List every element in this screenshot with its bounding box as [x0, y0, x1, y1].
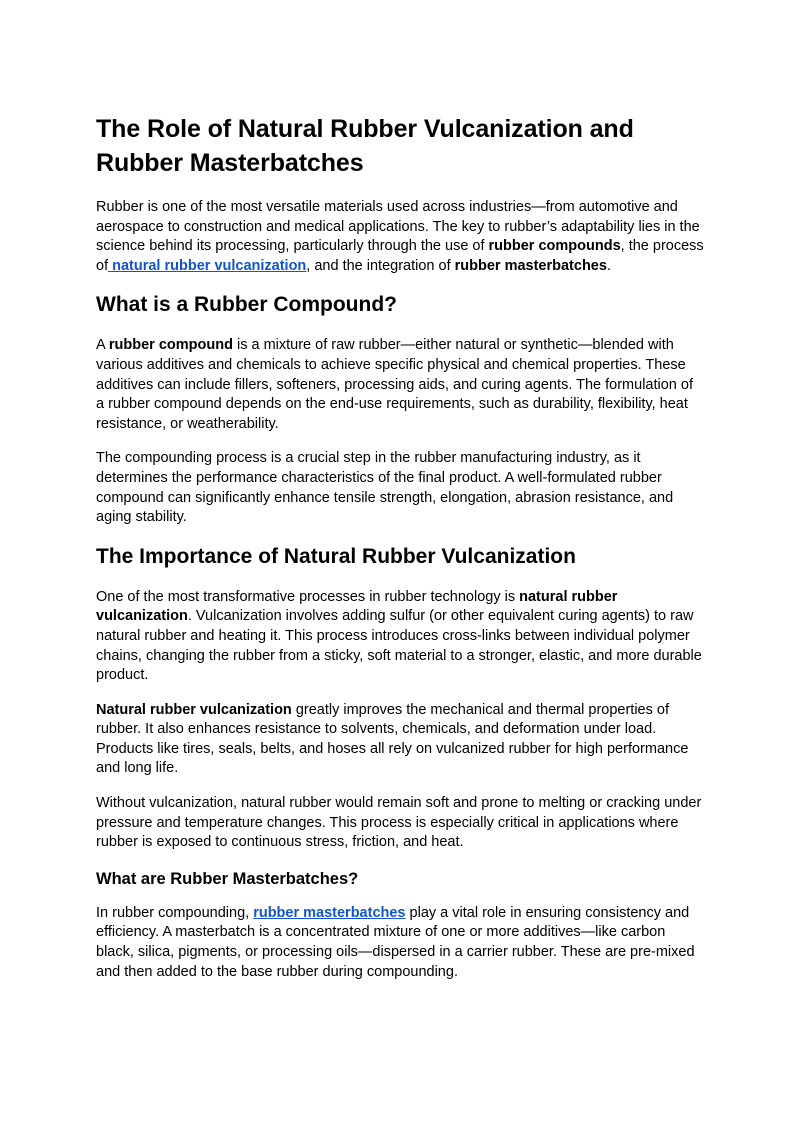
- s2p1-bold-natural-rubber-vulcanization: natural rubber vulcanization: [96, 588, 618, 625]
- intro-paragraph: [96, 198, 704, 276]
- intro-text-4: .: [606, 257, 611, 274]
- rubber-compound-paragraph-1: [96, 336, 704, 434]
- s1p1-text-2: is a mixture of raw rubber—either natural or synthetic—blended with various additives and chemicals to achieve specific physical and chemical properties. These additives can include fillers, softeners, processing aids, and curing agents. The formulation of a rubber compound depends on the end-use requirements, such as durability, flexibility, heat resistance, or weatherability.: [96, 337, 693, 432]
- s3p1-text-2: play a vital role in ensuring consistency and efficiency. A masterbatch is a concentrated mixture of one or more additives—like carbon black, silica, pigments, or processing oils—dispersed in a carrier rubber. These are pre-mixed and then added to the base rubber during compounding.: [96, 904, 695, 980]
- intro-text-2: , the process of: [96, 238, 704, 274]
- s2p2-bold-natural-rubber-vulcanization: Natural rubber vulcanization: [96, 701, 292, 718]
- vulcanization-paragraph-2: [96, 701, 704, 779]
- s2p1-text-2: . Vulcanization involves adding sulfur (or other equivalent curing agents) to raw natural rubber and heating it. This process introduces cross-links between individual polymer chains, changing the rubber from a sticky, soft material to a stronger, elastic, and more durable product.: [96, 608, 702, 684]
- masterbatches-paragraph-1: [96, 904, 704, 982]
- section-heading-rubber-compound: What is a Rubber Compound?: [96, 293, 397, 317]
- s1p1-bold-rubber-compound: rubber compound: [108, 337, 233, 354]
- intro-text-1: Rubber is one of the most versatile materials used across industries—from automotive and aerospace to construction and medical applications. The key to rubber’s adaptability lies in the science behind its processing, particularly through the use of: [96, 199, 700, 255]
- document-page: [96, 112, 704, 997]
- section-heading-vulcanization: The Importance of Natural Rubber Vulcanization: [96, 544, 576, 568]
- intro-bold-rubber-compounds: rubber compounds: [488, 238, 621, 255]
- section-heading-masterbatches: What are Rubber Masterbatches?: [96, 869, 359, 888]
- intro-text-3: , and the integration of: [306, 257, 455, 274]
- rubber-compound-paragraph-2: The compounding process is a crucial step in the rubber manufacturing industry, as it determines the performance characteristics of the final product. A well-formulated rubber compound can significantly enhance tensile strength, elongation, abrasion resistance, and aging stability.: [96, 450, 674, 526]
- rubber-masterbatches-link[interactable]: rubber masterbatches: [253, 904, 406, 921]
- vulcanization-paragraph-1: [96, 588, 704, 686]
- intro-bold-rubber-masterbatches: rubber masterbatches: [454, 257, 607, 274]
- vulcanization-paragraph-3: Without vulcanization, natural rubber would remain soft and prone to melting or cracking under pressure and temperature changes. This process is especially critical in applications where rubber is exposed to continuous stress, friction, and heat.: [96, 795, 702, 851]
- s2p2-text-1: greatly improves the mechanical and thermal properties of rubber. It also enhances resistance to solvents, chemicals, and deformation under load. Products like tires, seals, belts, and hoses all rely on vulcanized rubber for high performance and long life.: [96, 701, 689, 777]
- document-title: The Role of Natural Rubber Vulcanization and Rubber Masterbatches: [96, 115, 634, 177]
- s1p1-text-1: A: [96, 337, 109, 354]
- natural-rubber-vulcanization-link[interactable]: natural rubber vulcanization: [108, 257, 307, 274]
- s2p1-text-1: One of the most transformative processes in rubber technology is: [96, 588, 520, 605]
- s3p1-text-1: In rubber compounding,: [96, 904, 254, 921]
